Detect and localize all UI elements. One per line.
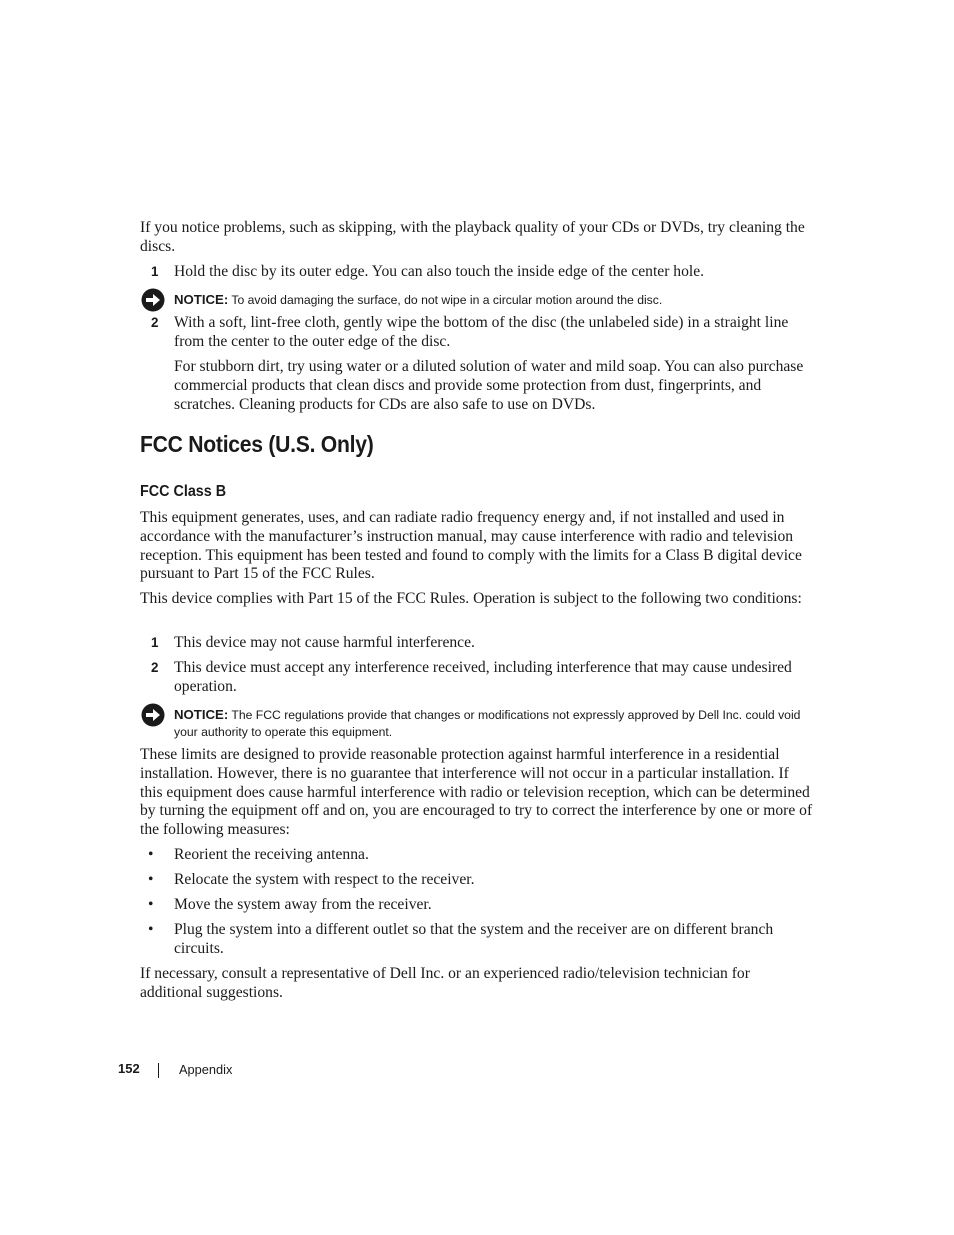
step-number: 1 — [151, 635, 159, 650]
notice-body: The FCC regulations provide that changes or modifications not expressly approved by Dell Inc. could void your authority to operate this equipment. — [174, 708, 801, 739]
subsection-heading: FCC Class B — [140, 483, 227, 500]
paragraph: This device complies with Part 15 of the FCC Rules. Operation is subject to the following two conditions: — [140, 590, 802, 607]
notice-1 — [174, 291, 819, 309]
bullet-item: Plug the system into a different outlet so that the system and the receiver are on different branch circuits. — [174, 921, 774, 957]
step-text: This device must accept any interference received, including interference that may cause undesired operation. — [174, 659, 792, 695]
notice-icon — [141, 288, 165, 312]
notice-2 — [174, 706, 819, 741]
step-text: With a soft, lint-free cloth, gently wipe the bottom of the disc (the unlabeled side) in a straight line from the center to the outer edge of the disc. — [174, 314, 789, 350]
paragraph: If necessary, consult a representative of Dell Inc. or an experienced radio/television technician for additional suggestions. — [140, 965, 750, 1001]
bullet-item: Relocate the system with respect to the receiver. — [174, 871, 475, 888]
notice-icon — [141, 703, 165, 727]
footer-divider — [158, 1063, 159, 1078]
bullet-item: Move the system away from the receiver. — [174, 896, 432, 913]
notice-body: To avoid damaging the surface, do not wipe in a circular motion around the disc. — [228, 293, 663, 307]
intro-paragraph: If you notice problems, such as skipping, with the playback quality of your CDs or DVDs, try cleaning the discs. — [140, 219, 805, 255]
bullet-item: Reorient the receiving antenna. — [174, 846, 369, 863]
notice-label: NOTICE: — [174, 707, 229, 722]
step-number: 2 — [151, 315, 159, 330]
step-text: This device may not cause harmful interference. — [174, 634, 475, 651]
step-number: 1 — [151, 264, 159, 279]
page-number: 152 — [118, 1061, 140, 1076]
notice-label: NOTICE: — [174, 292, 229, 307]
step-note: For stubborn dirt, try using water or a diluted solution of water and mild soap. You can also purchase commercial products that clean discs and provide some protection from dust, fingerprints, and scratches. Cleaning products for CDs are also safe to use on DVDs. — [174, 358, 804, 413]
paragraph: These limits are designed to provide reasonable protection against harmful interference in a residential installation. However, there is no guarantee that interference will not occur in a particular installation. If this equipment does cause harmful interference with radio or television reception, which can be determined by turning the equipment off and on, you are encouraged to try to correct the interference by one or more of the following measures: — [140, 746, 813, 839]
bullet-glyph: • — [148, 896, 154, 913]
bullet-glyph: • — [148, 921, 154, 938]
step-text: Hold the disc by its outer edge. You can also touch the inside edge of the center hole. — [174, 263, 705, 280]
bullet-glyph: • — [148, 871, 154, 888]
section-heading: FCC Notices (U.S. Only) — [140, 431, 374, 457]
step-number: 2 — [151, 660, 159, 675]
paragraph: This equipment generates, uses, and can radiate radio frequency energy and, if not installed and used in accordance with the manufacturer’s instruction manual, may cause interference with radio and television reception. This equipment has been tested and found to comply with the limits for a Class B digital device pursuant to Part 15 of the FCC Rules. — [140, 509, 802, 583]
footer-section: Appendix — [179, 1062, 233, 1077]
bullet-glyph: • — [148, 846, 154, 863]
